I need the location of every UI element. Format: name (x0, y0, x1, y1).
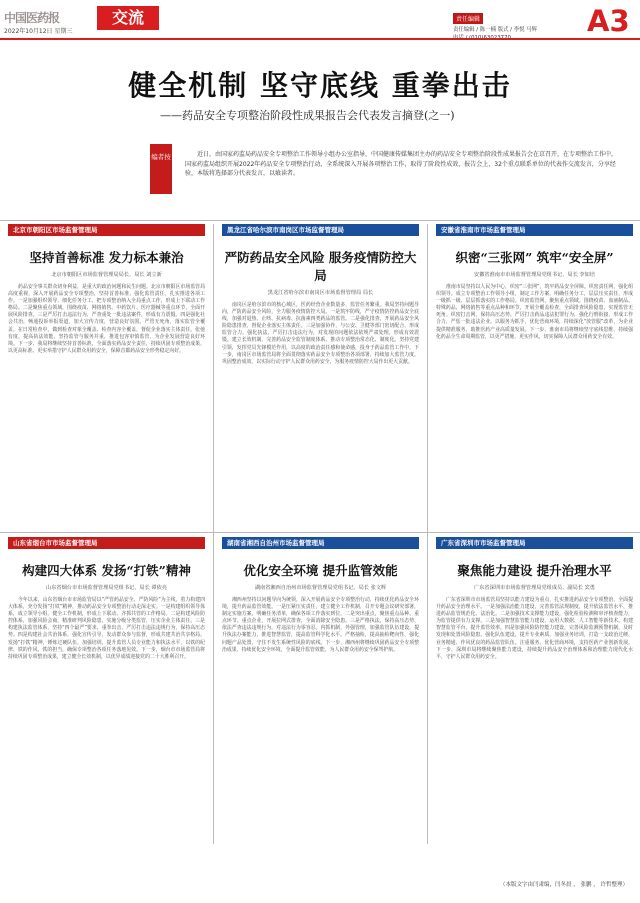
article-band: 北京市朝阳区市场监督管理局 (8, 224, 205, 236)
article-band: 山东省烟台市市场监督管理局 (8, 537, 205, 549)
article-band: 湖南省湘西自治州市场监督管理局 (222, 537, 419, 549)
page-info (453, 6, 563, 42)
article-band: 黑龙江省哈尔滨市南岗区市场监督管理局 (222, 224, 419, 236)
article-5 (222, 537, 419, 654)
article-body: 淮南市局坚持以人民为中心，织密“三张网”，筑牢药品安全屏障。织密责任网，强化组织领导。成立专项整治工作领导小组，制定工作方案，明确任务分工，层层压实责任，形成一级抓一级、层层抓落实的工作格局。织密监管网，聚焦重点领域。围绕疫苗、血液制品、特殊药品、网络销售等重点品种和环节，开展全覆盖检查，全面排查风险隐患，实现监管无死角。织密打击网，保持高压态势。严厉打击药品违法犯罪行为，强化行刑衔接，形成工作合力，严惩一批违法企业。以服务为抓手，优化营商环境，持续深化“放管服”改革，为企业提供精准服务，助推医药产业高质量发展。下一步，淮南市局将继续坚守底线思维，持续强化药品全生命周期监管，以更严措施、更实作风，切实保障人民群众用药安全有效。 (436, 284, 633, 340)
article-4 (8, 537, 205, 661)
article-body: 湘西州坚持以问题导向为统领，深入开展药品安全专项整治行动，持续优化药品安全环境，提升药品监管效能。一是压紧压实责任，建立健全工作机制，召开专题会议研究部署，制定实施方案，明确任务清单，确保各项工作落实到位。二是突出重点，聚焦重点品种、重点环节、重点企业，开展拉网式排查，全面消除安全隐患。三是严格执法，保持高压态势，依法严查违法违规行为，对违法行为零容忍。内抓机制，外强管理，加强监管队伍建设，提升执法办案能力，推进智慧监管，提高监管科学化水平。严格抽检，提高抽检靶向性，强化问题产品处置，守住不发生系统性风险的底线。下一步，湘西州将继续巩固药品安全专项整治成果，持续优化安全环境，全面提升监管效能，为人民群众用药安全保驾护航。 (222, 597, 419, 653)
article-3 (436, 224, 633, 341)
column-divider (213, 224, 214, 844)
article-band: 广东省深圳市市场监督管理局 (436, 537, 633, 549)
article-6 (436, 537, 633, 661)
editor-note: 近日，由国家药监局药品安全专项整治工作领导小组办公室指导，中国健康传媒集团主办的药品安全专项整治阶段性成果报告会在京召开，在专项整治工作中，国家药监局组织开展2022年药品安全专项整治行动，全系统深入开展各项整治工作，取得了阶段性成效，报告会上，32个重点联系单位的代表作交流发言，分享经验，本版将选择部分代表发言，以飨读者。 (185, 151, 618, 177)
article-title: 构建四大体系 发扬“打铁”精神 (22, 563, 191, 578)
page-headline: 健全机制 坚守底线 重拳出击 (128, 69, 512, 102)
masthead (0, 0, 640, 40)
article-2 (222, 224, 419, 366)
issue-date: 2022年10月12日 星期三 (4, 28, 73, 35)
divider-middle (0, 532, 640, 533)
page-number: A3 (587, 4, 630, 38)
article-byline: 北京市朝阳区市场监督管理局局长、局长 刘立新 (51, 272, 162, 278)
article-title: 织密“三张网” 筑牢“安全屏” (455, 250, 614, 265)
article-band: 安徽省淮南市市场监督管理局 (436, 224, 633, 236)
article-byline: 山东省烟台市市场监督管理局党组书记、局长 谭依亮 (46, 585, 167, 591)
editor-tag: 责任编辑 (453, 13, 483, 24)
editor-line: 责任编辑 / 陈一楠 版式 / 李悦 马辉 (453, 27, 537, 33)
article-title: 坚持首善标准 发力标本兼治 (29, 250, 184, 265)
article-byline: 黑龙江省哈尔滨市南岗区市场监督管理局 局长 (267, 290, 374, 296)
divider-top (0, 220, 640, 221)
article-1 (8, 224, 205, 355)
page-footer: （本版文字由闫肃编，闫冬晨 ， 张鹏 ， 许哲整理） (500, 882, 628, 888)
header-divider (0, 38, 640, 40)
article-body: 广东省深圳市市场监管局坚持以能力建设为重点，扎实推进药品安全专项整治，全面提升药品安全治理水平。一是加强法治能力建设，完善监管法规制度，提升依法监管水平，推进药品监管规范化、法治化。二是加强技术支撑能力建设，强化检验检测和审评核查能力，为监管提供有力支撑。三是加强智慧监管能力建设，运用大数据、人工智能等新技术，构建智慧监管平台，提升监管效率。四是加强风险防控能力建设，完善风险监测预警机制，及时发现和处置风险隐患。强化队伍建设，提升专业素质，加强业务培训，打造一支政治过硬、业务精通、作风优良的药品监管队伍。注重服务，优化营商环境，支持医药产业创新发展。下一步，深圳市局将继续聚焦能力建设，持续提升药品安全治理体系和治理能力现代化水平，守护人民群众用药安全。 (436, 597, 633, 660)
article-byline: 湖南省湘西自治州市场监督管理局党组书记、局长 张文辉 (254, 585, 387, 591)
editor-note-tag: 编者按 (150, 144, 172, 194)
article-byline: 安徽省淮南市市场监督管理局党组书记、局长 李如培 (474, 272, 595, 278)
article-title: 优化安全环境 提升监管效能 (243, 563, 398, 578)
section-label: 交流 (97, 6, 159, 30)
column-divider (427, 224, 428, 844)
article-byline: 广东省深圳市市场监督管理局党组成员、副局长 宾勇 (474, 585, 595, 591)
article-body: 药品安全事关群众切身利益，是重大的政治问题和民生问题。北京市朝阳区市场监管局高度重视，深入开展药品安全专项整治，坚持首善标准，强化监管责任，扎实推进各项工作。一是加强组织领导，细化任务分工，把专项整治纳入全局重点工作，形成上下联动工作格局。二是聚焦重点领域，围绕疫苗、网络销售、中药饮片、医疗器械等重点环节，全面开展风险排查。三是严厉打击违法行为，严查重处一批违法案件，形成有力震慑。四是强化社会共治，畅通投诉举报渠道，加大宣传力度，营造良好氛围。严管无死角，落实监管全覆盖。在日常检查中，做到检查对象全覆盖、检查内容全覆盖，督促企业落实主体责任。张弛有度，提高执法效能，坚持监管与服务并重，推进包容审慎监管，为企业发展营造良好环境。下一步，我局将继续坚持首善标准，全面落实药品安全责任，持续巩固专项整治成果，以更高标准、更实举措守护人民群众用药安全，保障首都药品安全形势稳定向好。 (8, 284, 205, 354)
article-title: 聚焦能力建设 提升治理水平 (457, 563, 612, 578)
page-subtitle: ——药品安全专项整治阶段性成果报告会代表发言摘登(之一) (160, 109, 455, 122)
article-title: 严防药品安全风险 服务疫情防控大局 (224, 250, 417, 283)
article-body: 今年以来，山东省烟台市市场监管局以“严管药品安全、严防风险”为主线，着力构建四大体系，充分发扬“打铁”精神，推动药品安全专项整治行动走深走实。一是构建组织领导体系，成立领导小组，健全工作机制，形成上下联动、齐抓共管的工作格局。二是构建风险防控体系，加强风险会商，精准研判风险隐患，实施分级分类监管，压实企业主体责任。三是构建执法监管体系，坚持“四个最严”要求，重拳出击，严厉打击违法违规行为，保持高压态势。四是构建社会共治体系，强化宣传引导，发动群众参与监督，形成共建共治共享格局。发扬“打铁”精神，锤炼过硬队伍，加强培训，提升监管人员专业能力和执法水平，以铁的纪律、铁的作风、铁的担当，确保专项整治各项任务落地见效。下一步，烟台市市场监管局将持续巩固专项整治成果，建立健全长效机制，以优异成绩迎接党的二十大胜利召开。 (8, 597, 205, 660)
newspaper-logo: 中国医药报 (4, 11, 60, 25)
article-body: 南岗区是哈尔滨市的核心城区，医药经营企业数量多，监管任务繁重。我局坚持问题导向，严防药品安全风险，全力服务疫情防控大局。一是筑牢防线，严守疫情防控药品安全底线，加强对退热、止咳、抗病毒、抗菌素四类药品的监管。二是强化排查，开展药品安全风险隐患排查，督促企业落实主体责任。三是加强协作，与公安、卫健等部门密切配合，形成监管合力。强化执法，严厉打击违法行为，对发现的问题依法依规严肃处理，形成有效震慑。建立长效机制，完善药品安全监管制度体系，推动专项整治常态化、制度化。坚持党建引领，发挥党员先锋模范作用，以高度的政治责任感和使命感，投身于药品监管工作中。下一步，南岗区市场监管局将全面贯彻落实药品安全专项整治各项部署，持续加大监管力度，巩固整治成效，以实际行动守护人民群众用药安全，为服务疫情防控大局作出更大贡献。 (222, 302, 419, 365)
